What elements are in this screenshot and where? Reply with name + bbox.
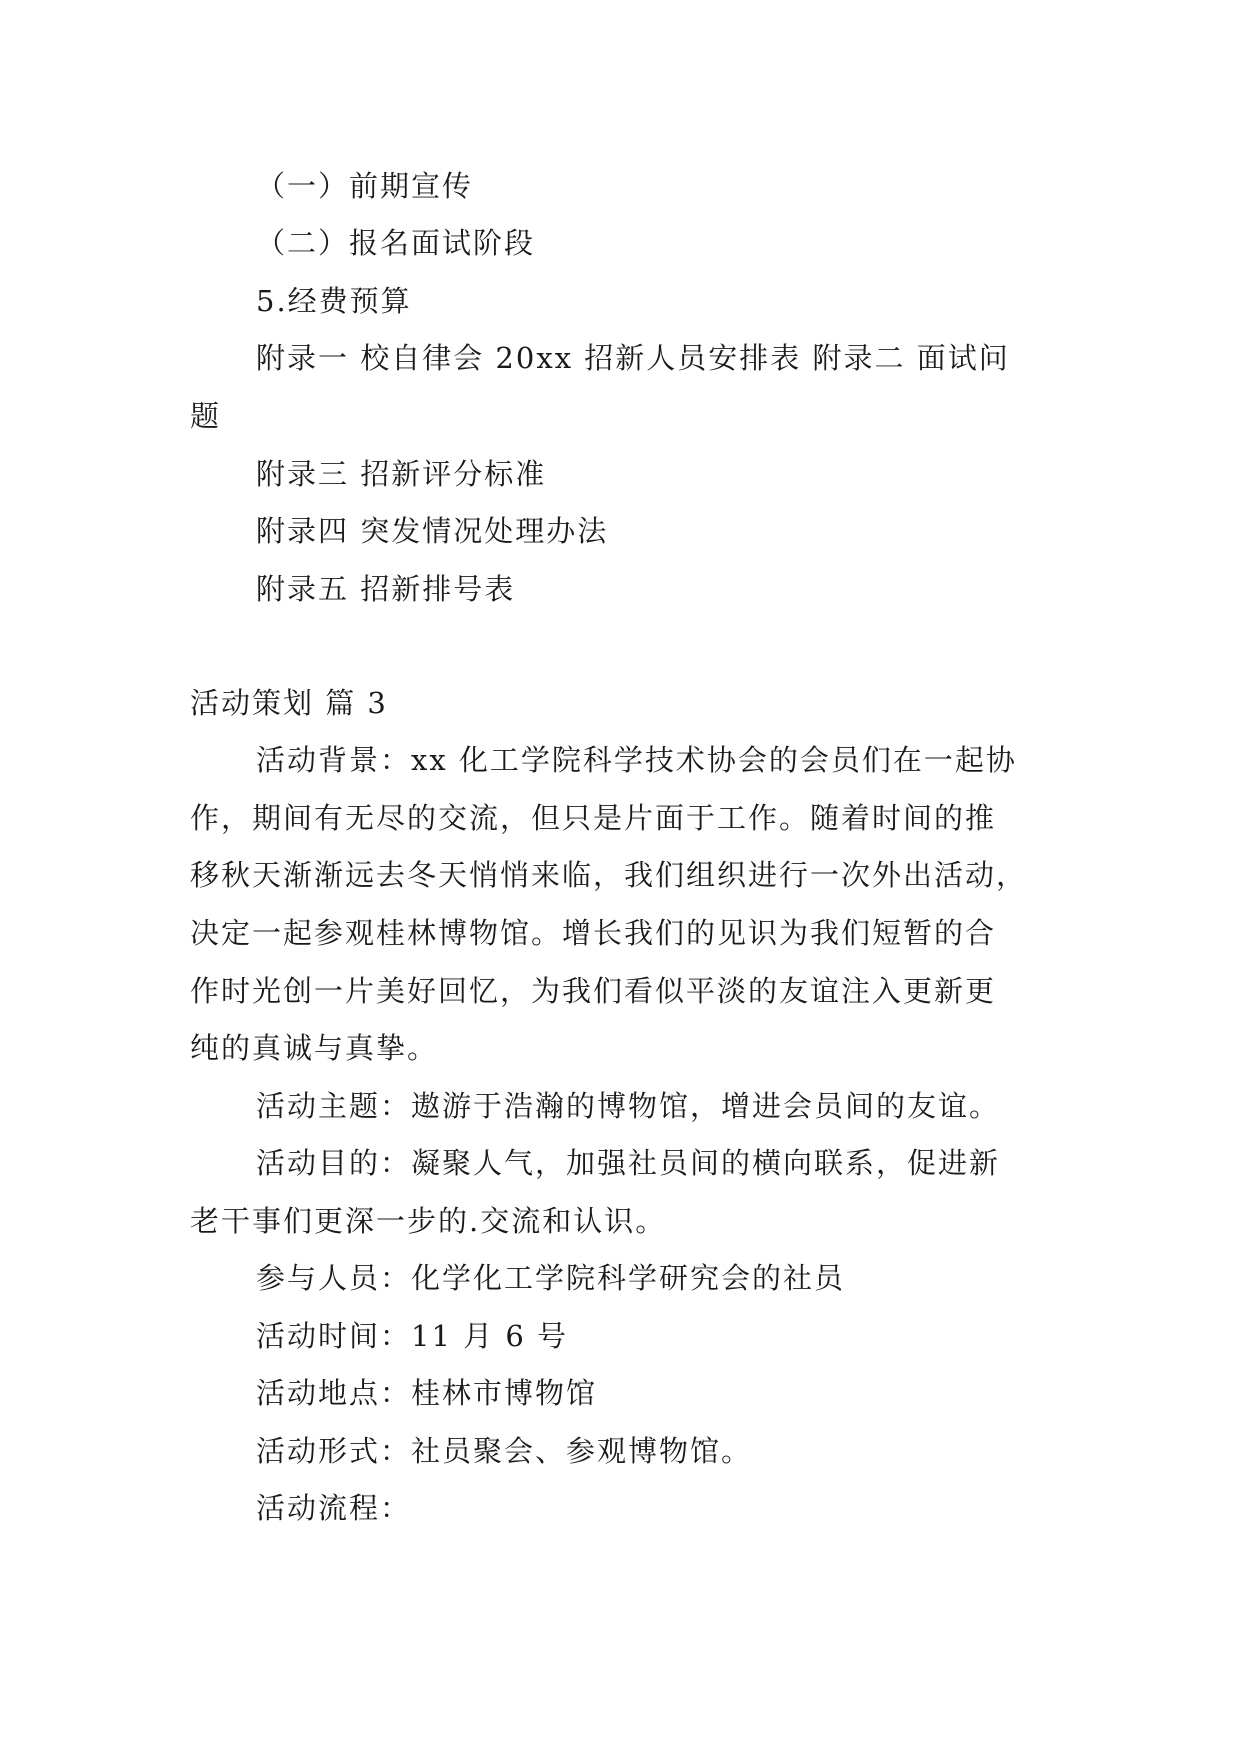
purpose-line-2: 老干事们更深一步的.交流和认识。 [190, 1204, 667, 1238]
background-line-6: 纯的真诚与真挚。 [190, 1031, 439, 1065]
toc-item-appendix-4: 附录四 突发情况处理办法 [256, 514, 609, 548]
location-line: 活动地点：桂林市博物馆 [256, 1376, 598, 1410]
background-line-5: 作时光创一片美好回忆，为我们看似平淡的友谊注入更新更 [190, 974, 997, 1008]
toc-item-appendix-1-2: 附录一 校自律会 20xx 招新人员安排表 附录二 面试问 [256, 341, 1010, 375]
toc-item-publicity: （一）前期宣传 [256, 169, 474, 203]
toc-item-appendix-2-wrap: 题 [190, 399, 222, 433]
toc-item-interview-stage: （二）报名面试阶段 [256, 226, 536, 260]
procedure-line: 活动流程： [256, 1491, 412, 1525]
section-heading: 活动策划 篇 3 [190, 686, 388, 720]
toc-item-appendix-3: 附录三 招新评分标准 [256, 457, 547, 491]
background-line-4: 决定一起参观桂林博物馆。增长我们的见识为我们短暂的合 [190, 916, 997, 950]
background-line-2: 作，期间有无尽的交流，但只是片面于工作。随着时间的推 [190, 801, 997, 835]
background-line-3: 移秋天渐渐远去冬天悄悄来临，我们组织进行一次外出活动， [190, 858, 1028, 892]
toc-item-appendix-5: 附录五 招新排号表 [256, 572, 516, 606]
purpose-line-1: 活动目的：凝聚人气，加强社员间的横向联系，促进新 [256, 1146, 1001, 1180]
background-line-1: 活动背景：xx 化工学院科学技术协会的会员们在一起协 [256, 743, 1017, 777]
theme-line: 活动主题：遨游于浩瀚的博物馆，增进会员间的友谊。 [256, 1089, 1001, 1123]
time-line: 活动时间：11 月 6 号 [256, 1319, 569, 1353]
format-line: 活动形式：社员聚会、参观博物馆。 [256, 1434, 753, 1468]
toc-item-budget: 5.经费预算 [256, 284, 412, 318]
participants-line: 参与人员：化学化工学院科学研究会的社员 [256, 1261, 846, 1295]
